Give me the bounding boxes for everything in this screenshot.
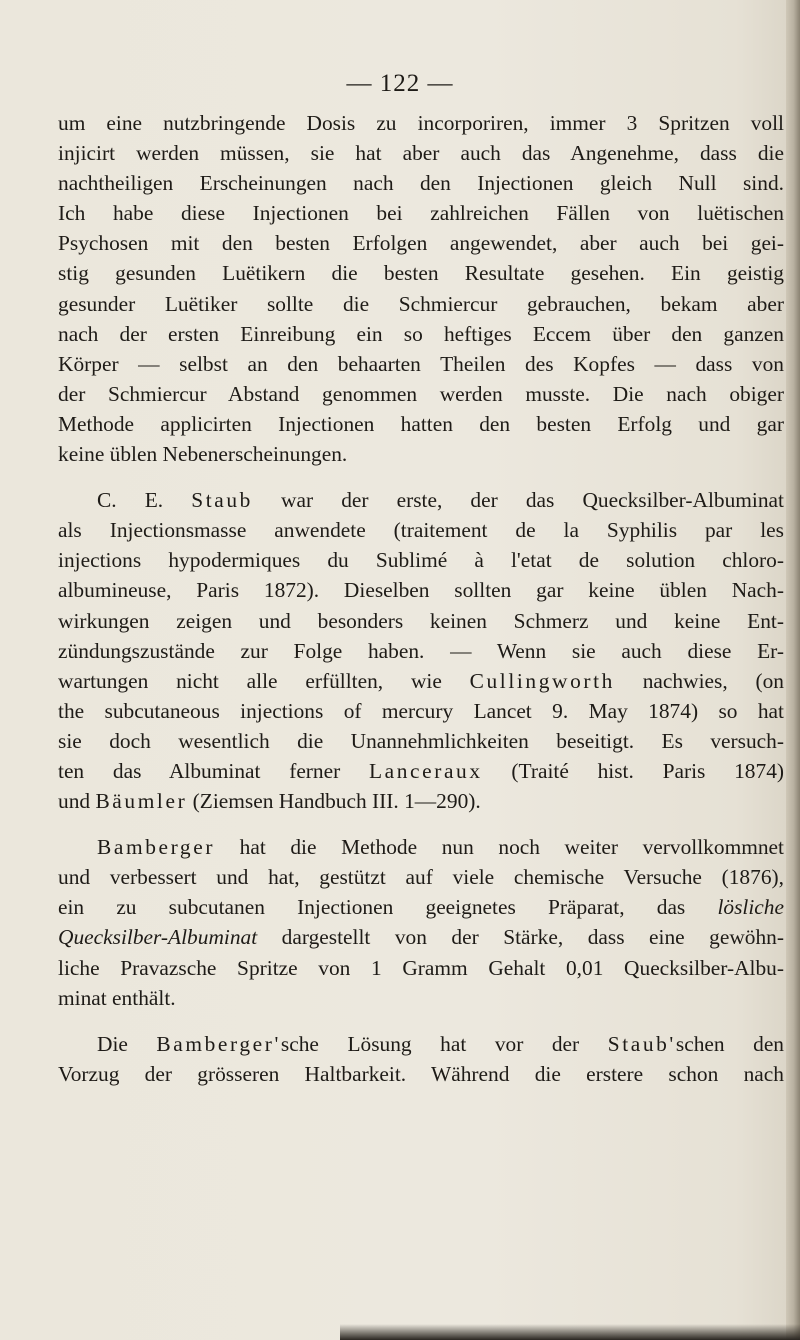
text-line: gesunder Luëtiker sollte die Schmiercur gebrauchen, bekam aber [58,291,784,316]
text-line: als Injectionsmasse anwendete (traitement de la Syphilis par les [58,518,784,543]
author-name: Bamberger' [156,1031,281,1056]
author-name: Cullingworth [469,668,615,693]
page-bottom-shadow [340,1324,800,1340]
text-fragment: hat die Methode nun noch weiter vervollkommnet [215,835,784,860]
text-fragment: sche Lösung hat vor der [280,1031,608,1056]
text-fragment: (Ziemsen Handbuch III. 1—290). [187,789,481,814]
text-line: Methode applicirten Injectionen hatten den besten Erfolg und gar [58,411,784,436]
text-line: injections hypodermiques du Sublimé à l'etat de solution chloro- [58,548,784,573]
text-line [58,666,784,696]
text-line [58,485,784,515]
text-fragment: und [58,789,96,814]
text-line [58,786,784,816]
page-number-header: — 122 — [346,70,454,97]
text-fragment: ten das Albuminat ferner [58,758,369,783]
text-fragment: C. E. [97,488,192,513]
text-line: albumineuse, Paris 1872). Dieselben sollten gar keine üblen Nach- [58,578,784,603]
text-line: zündungszustände zur Folge haben. — Wenn sie auch diese Er- [58,638,784,663]
page-edge-shadow [786,0,800,1340]
author-name: Staub' [607,1031,676,1056]
italic-term: lösliche [717,895,784,920]
text-line [58,1029,784,1059]
text-line: stig gesunden Luëtikern die besten Resultate gesehen. Ein geistig [58,261,784,286]
text-line [58,922,784,952]
text-line [58,892,784,922]
text-line: the subcutaneous injections of mercury Lancet 9. May 1874) so hat [58,698,784,723]
text-fragment: Die [97,1031,157,1056]
text-line: Ich habe diese Injectionen bei zahlreichen Fällen von luëtischen [58,201,784,226]
paragraph-1 [58,108,784,469]
text-line: um eine nutzbringende Dosis zu incorporiren, immer 3 Spritzen voll [58,111,784,135]
text-line: keine üblen Nebenerscheinungen. [58,442,348,467]
text-line: minat enthält. [58,985,176,1010]
text-fragment: ein zu subcutanen Injectionen geeignetes Präparat, das [58,895,718,920]
text-line: und verbessert und hat, gestützt auf viele chemische Versuche (1876), [58,865,784,890]
author-name: Staub [191,488,253,513]
author-name: Bäumler [95,789,188,814]
text-line [58,756,784,786]
paragraph-2 [58,485,784,816]
text-fragment: war der erste, der das Quecksilber-Albuminat [252,488,784,513]
text-line: Körper — selbst an den behaarten Theilen des Kopfes — dass von [58,351,784,376]
text-fragment: wartungen nicht alle erfüllten, wie [58,668,470,693]
paragraph-4 [58,1029,784,1089]
text-line: nach der ersten Einreibung ein so heftiges Eccem über den ganzen [58,321,784,346]
text-line: wirkungen zeigen und besonders keinen Schmerz und keine Ent- [58,608,784,633]
text-line [58,832,784,862]
text-line: injicirt werden müssen, sie hat aber auch das Angenehme, dass die [58,141,784,166]
text-line: sie doch wesentlich die Unannehmlichkeiten beseitigt. Es versuch- [58,728,784,753]
text-fragment: nachwies, (on [614,668,784,693]
text-line: der Schmiercur Abstand genommen werden musste. Die nach obiger [58,381,784,406]
paragraph-3 [58,832,784,1013]
author-name: Bamberger [97,835,216,860]
body-text [58,108,784,1105]
author-name: Lanceraux [369,758,483,783]
text-line: liche Pravazsche Spritze von 1 Gramm Gehalt 0,01 Quecksilber-Albu- [58,955,784,980]
text-line: nachtheiligen Erscheinungen nach den Injectionen gleich Null sind. [58,171,784,196]
text-fragment: schen den [675,1031,785,1056]
italic-term: Quecksilber-Albuminat [58,925,258,950]
text-fragment: dargestellt von der Stärke, dass eine gewöhn- [257,925,784,950]
text-line: Vorzug der grösseren Haltbarkeit. Während die erstere schon nach [58,1061,784,1086]
text-fragment: (Traité hist. Paris 1874) [482,758,785,783]
text-line: Psychosen mit den besten Erfolgen angewendet, aber auch bei gei- [58,231,784,256]
